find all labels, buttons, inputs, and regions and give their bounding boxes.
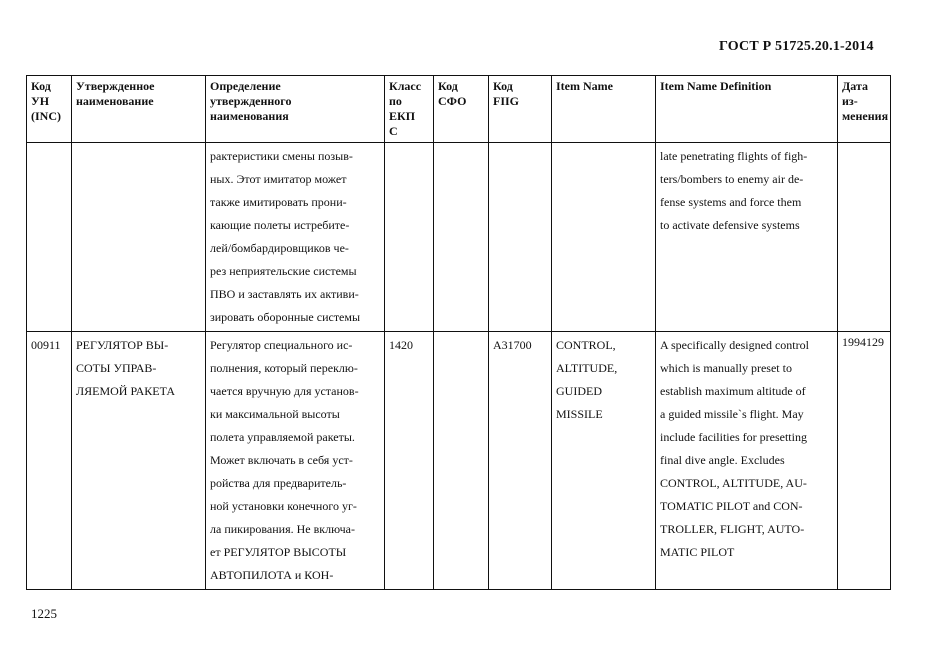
col-header-code: [27, 76, 72, 143]
text-line: (INC): [31, 109, 61, 123]
cell-date: [838, 143, 891, 332]
text-line: также имитировать прони-: [210, 195, 347, 209]
text-line: С: [389, 124, 398, 138]
text-line: Класс: [389, 79, 422, 93]
text-line: Регулятор специального ис-: [210, 338, 353, 352]
text-line: СФО: [438, 94, 467, 108]
page-number: 1225: [31, 606, 57, 621]
text-line: TROLLER, FLIGHT, AUTO-: [660, 522, 805, 536]
text-line: TOMATIC PILOT and CON-: [660, 499, 803, 513]
cell-item-name: [552, 332, 656, 590]
cell-date: 1994129: [838, 332, 891, 590]
text-line: late penetrating flights of figh-: [660, 149, 808, 163]
text-line: УН: [31, 94, 50, 108]
col-header-fiig: [489, 76, 552, 143]
col-header-class: [385, 76, 434, 143]
cell-sfo: [434, 332, 489, 590]
text-line: a guided missile`s flight. May: [660, 407, 804, 421]
col-header-item-name: [552, 76, 656, 143]
cell-fiig: [489, 143, 552, 332]
text-line: ных. Этот имитатор может: [210, 172, 347, 186]
col-header-item-definition: [656, 76, 838, 143]
text-line: to activate defensive systems: [660, 218, 800, 232]
standard-number: ГОСТ Р 51725.20.1-2014: [719, 39, 874, 54]
text-line: Item Name: [556, 79, 613, 93]
text-line: GUIDED: [556, 384, 602, 398]
col-header-date: [838, 76, 891, 143]
text-line: ЛЯЕМОЙ РАКЕТА: [76, 384, 176, 398]
text-line: Код: [493, 79, 513, 93]
col-header-name: [72, 76, 206, 143]
text-line: ла пикирования. Не включа-: [210, 522, 355, 536]
text-line: ройства для предваритель-: [210, 476, 347, 490]
header-row: [27, 76, 891, 143]
text-line: which is manually preset to: [660, 361, 792, 375]
text-line: по: [389, 94, 402, 108]
text-line: наименования: [210, 109, 289, 123]
cell-name: [72, 143, 206, 332]
text-line: Дата из-: [842, 79, 868, 108]
col-header-sfo: [434, 76, 489, 143]
text-line: ПВО и заставлять их активи-: [210, 287, 359, 301]
cell-sfo: [434, 143, 489, 332]
text-line: полета управляемой ракеты.: [210, 430, 355, 444]
text-line: ет РЕГУЛЯТОР ВЫСОТЫ: [210, 545, 347, 559]
col-header-definition: [206, 76, 385, 143]
text-line: final dive angle. Excludes: [660, 453, 785, 467]
cell-class: [385, 143, 434, 332]
text-line: ки максимальной высоты: [210, 407, 340, 421]
text-line: лей/бомбардировщиков че-: [210, 241, 349, 255]
text-line: Item Name Definition: [660, 79, 772, 93]
text-line: ЕКП: [389, 109, 416, 123]
cell-class: 1420: [385, 332, 434, 590]
text-line: CONTROL,: [556, 338, 616, 352]
cell-item-name: [552, 143, 656, 332]
cell-name: [72, 332, 206, 590]
text-line: РЕГУЛЯТОР ВЫ-: [76, 338, 169, 352]
cell-code: [27, 143, 72, 332]
text-line: Утвержденное: [76, 79, 155, 93]
table-row: [27, 143, 891, 332]
text-line: АВТОПИЛОТА и КОН-: [210, 568, 334, 582]
text-line: кающие полеты истребите-: [210, 218, 350, 232]
text-line: Определение: [210, 79, 281, 93]
text-line: MATIC PILOT: [660, 545, 735, 559]
text-line: наименование: [76, 94, 154, 108]
text-line: Код: [31, 79, 51, 93]
cell-fiig: A31700: [489, 332, 552, 590]
table-row: [27, 332, 891, 590]
text-line: ной установки конечного уг-: [210, 499, 357, 513]
text-line: ters/bombers to enemy air de-: [660, 172, 804, 186]
text-line: fense systems and force them: [660, 195, 802, 209]
text-line: менения: [842, 109, 889, 123]
cell-code: 00911: [27, 332, 72, 590]
text-line: зировать оборонные системы: [210, 310, 361, 324]
nomenclature-table: [26, 75, 891, 590]
text-line: чается вручную для установ-: [210, 384, 359, 398]
text-line: Может включать в себя уст-: [210, 453, 353, 467]
cell-definition: [206, 332, 385, 590]
text-line: ALTITUDE,: [556, 361, 618, 375]
cell-definition: [206, 143, 385, 332]
text-line: рез неприятельские системы: [210, 264, 357, 278]
text-line: полнения, который переклю-: [210, 361, 358, 375]
text-line: include facilities for presetting: [660, 430, 807, 444]
text-line: CONTROL, ALTITUDE, AU-: [660, 476, 807, 490]
text-line: A specifically designed control: [660, 338, 809, 352]
text-line: утвержденного: [210, 94, 292, 108]
cell-item-definition: [656, 143, 838, 332]
text-line: FIIG: [493, 94, 520, 108]
text-line: MISSILE: [556, 407, 603, 421]
cell-item-definition: [656, 332, 838, 590]
text-line: рактеристики смены позыв-: [210, 149, 353, 163]
text-line: Код: [438, 79, 458, 93]
text-line: establish maximum altitude of: [660, 384, 806, 398]
text-line: СОТЫ УПРАВ-: [76, 361, 157, 375]
